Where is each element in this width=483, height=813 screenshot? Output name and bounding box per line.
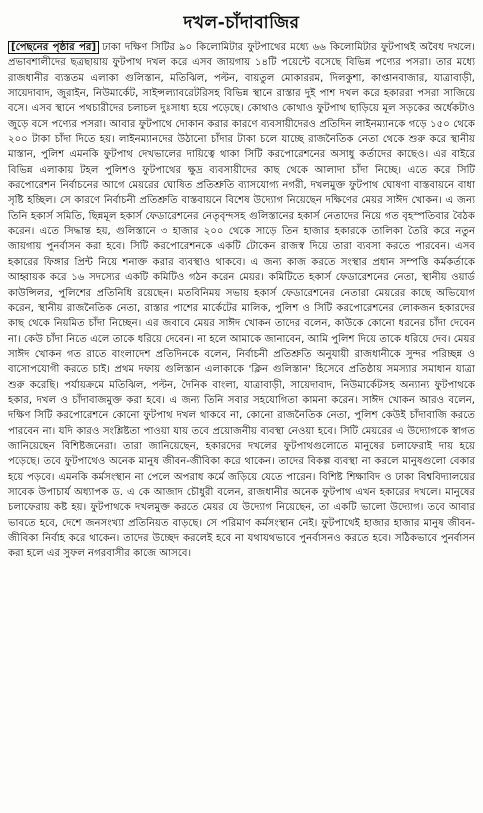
headline: দখল-চাঁদাবাজির	[183, 13, 300, 33]
continued-from-label: [পেছনের পৃষ্ঠার পর]	[8, 41, 99, 54]
article-text: ঢাকা দক্ষিণ সিটির ৯০ কিলোমিটার ফুটপাথের মধ্যে ৬৬ কিলোমিটার ফুটপাথই অবৈধ দখলে। প্রভাবশালীদের ছত্রছায়ায় ফুটপাথ দখল করে এসব জায়গায় ১৪টি পয়েন্টে বসেছে বিভিন্ন পণ্যের পসরা। তার মধ্যে রাজধানীর ব্যস্ততম এলাকা গুলিস্তান, মতিঝিল, পল্টন, বায়তুল মোকাররম, দিলকুশা, কাপ্তানবাজার, যাত্রাবাড়ী, সায়েদাবাদ, জুরাইন, নিউমার্কেট, সাইন্সল্যাবরেটরিসহ বিভিন্ন স্থানে রাস্তার দুই পাশ দখল করে হকাররা পসরা সাজিয়ে বসে। এসব স্থানে পথচারীদের চলাচল দুঃসাধ্য হয়ে পড়েছে। কোথাও কোথাও ফুটপাথ ছাড়িয়ে মূল সড়কের অর্ধেকটাও জুড়ে বসে পণ্যের পসরা। আবার ফুটপাথে দোকান করার কারণে ব্যবসায়ীদেরও প্রতিদিন লাইনম্যানকে গড়ে ১৫০ থেকে ২০০ টাকা চাঁদা দিতে হয়। লাইনম্যানদের উঠানো চাঁদার টাকা চলে যাচ্ছে রাজনৈতিক নেতা থেকে শুরু করে স্থানীয় মাস্তান, পুলিশ এমনকি ফুটপাথ দেখভালের দায়িত্বে থাকা সিটি করপোরেশনের অসাধু কর্তাদের কাছেও। এর বাইরে বিভিন্ন এলাকায় টহল পুলিশও ফুটপাথের ক্ষুদ্র ব্যবসায়ীদের কাছ থেকে আলাদা চাঁদা নিচ্ছে। এতে করে সিটি করপোরেশন নির্বাচনের আগে মেয়রের ঘোষিত প্রতিশ্রুতি ব্যাসযোগ্য নগরী, দখলমুক্ত ফুটপাথ ঘোষণা বাস্তবায়নে বাধা সৃষ্টি হচ্ছিল। সে কারণে নির্বাচনী প্রতিশ্রুতি বাস্তবায়নে বিশেষ উদ্যোগ নিয়েছেন দক্ষিণের মেয়র সাঈদ খোকন। এ জন্য তিনি হকার্স সমিতি, ছিন্নমূল হকার্স ফেডারেশনের নেতৃবৃন্দসহ গুলিস্তানের হকার্স নেতাদের নিয়ে গত বৃহস্পতিবার বৈঠক করেন। এতে সিদ্ধান্ত হয়, গুলিস্তানে ৩ হাজার ২০০ থেকে সাড়ে তিন হাজার হকারকে তালিকা তৈরি করে নতুন জায়গায় পুনর্বাসন করা হবে। সিটি করপোরেশনকে একটি টোকেন রাজস্ব দিয়ে তারা ব্যবসা করতে পারবেন। এসব হকারের ফিঙ্গার প্রিন্ট নিয়ে শনাক্ত করার ব্যবস্থাও থাকবে। এ জন্য কাজ করতে সংস্থার প্রধান সম্পত্তি কর্মকর্তাকে আহ্বায়ক করে ১৬ সদস্যের একটি কমিটিও গঠন করেন মেয়র। কমিটিতে হকার্স ফেডারেশনের নেতা, স্থানীয় ওয়ার্ড কাউন্সিলর, পুলিশের প্রতিনিধি রয়েছেন। মতবিনিময় সভায় হকার্স ফেডারেশনের নেতারা মেয়রের কাছে অভিযোগ করেন, স্থানীয় রাজনৈতিক নেতা, রাস্তার পাশের মার্কেটের মালিক, পুলিশ ও সিটি করপোরেশনের লোকজন হকারদের কাছ থেকে নিয়মিত চাঁদা নিচ্ছেন। এর জবাবে মেয়র সাঈদ খোকন তাদের বলেন, কাউকে কোনো ধরনের চাঁদা দেবেন না। কেউ চাঁদা নিতে এলে তাকে ধরিয়ে দেবেন। না হলে আমাকে জানাবেন, আমি পুলিশ দিয়ে তাকে ধরিয়ে দেব। মেয়র সাঈদ খোকন গত রাতে বাংলাদেশ প্রতিদিনকে বলেন, নির্বাচনী প্রতিশ্রুতি অনুযায়ী রাজধানীকে সুন্দর পরিচ্ছন্ন ও বাসোপযোগী করতে চাই। প্রথম দফায় গুলিস্তান এলাকাকে 'ক্লিন গুলিস্তান' হিসেবে প্রতিষ্ঠায় সমস্যার সমাধান যাত্রা শুরু করেছি। পর্যায়ক্রমে মতিঝিল, পল্টন, দৈনিক বাংলা, যাত্রাবাড়ী, সায়েদাবাদ, নিউমার্কেটসহ অন্যান্য ফুটপাথকে হকার, দখল ও চাঁদাবাজমুক্ত করা হবে। এ জন্য তিনি সবার সহযোগিতা কামনা করেন। সাঈদ খোকন আরও বলেন, দক্ষিণ সিটি করপোরেশনে কোনো ফুটপাথ দখল থাকবে না, কোনো রাজনৈতিক নেতা, পুলিশ কেউই চাঁদাবাজি করতে পারবেন না। যদি কারও সংশ্লিষ্টতা পাওয়া যায় তবে প্রয়োজনীয় ব্যবস্থা নেওয়া হবে। সিটি মেয়রের এ উদ্যোগকে স্বাগত জানিয়েছেন বিশিষ্টজনেরা। তারা জানিয়েছেন, হকারদের দখলের ফুটপাথগুলোতে মানুষের চলাফেরাই দায় হয়ে পড়েছে। তবে ফুটপাথেও অনেক মানুষ জীবন-জীবিকা করে থাকেন। তাদের বিকল্প ব্যবস্থা না করলে মানুষগুলো বেকার হয়ে পড়বে। এমনকি কর্মসংস্থান না পেলে অপরাধ কর্মে জড়িয়ে যেতে পারেন। বিশিষ্ট শিক্ষাবিদ ও ঢাকা বিশ্ববিদ্যালয়ের সাবেক উপাচার্য অধ্যাপক ড. এ কে আজাদ চৌধুরী বলেন, রাজধানীর অনেক ফুটপাথ এখন হকারের দখলে। মানুষের চলাফেরায় কষ্ট হয়। ফুটপাথকে দখলমুক্ত করতে মেয়র যে উদ্যোগ নিয়েছেন, তা একটি ভালো উদ্যোগ। তবে আবার ভাবতে হবে, দেশে জনসংখ্যা প্রতিনিয়ত বাড়ছে। সে পরিমাণ কর্মসংস্থান নেই। ফুটপাথেই হাজার হাজার মানুষ জীবন-জীবিকা নির্বাহ করে থাকেন। তাদের উচ্ছেদ করলেই হবে না যথাযথভাবে পুনর্বাসনও করতে হবে। সঠিকভাবে পুনর্বাসন করা হলে এর সুফল নগরবাসীর কাজে আসবে।	[8, 42, 476, 560]
article-body	[8, 40, 475, 562]
